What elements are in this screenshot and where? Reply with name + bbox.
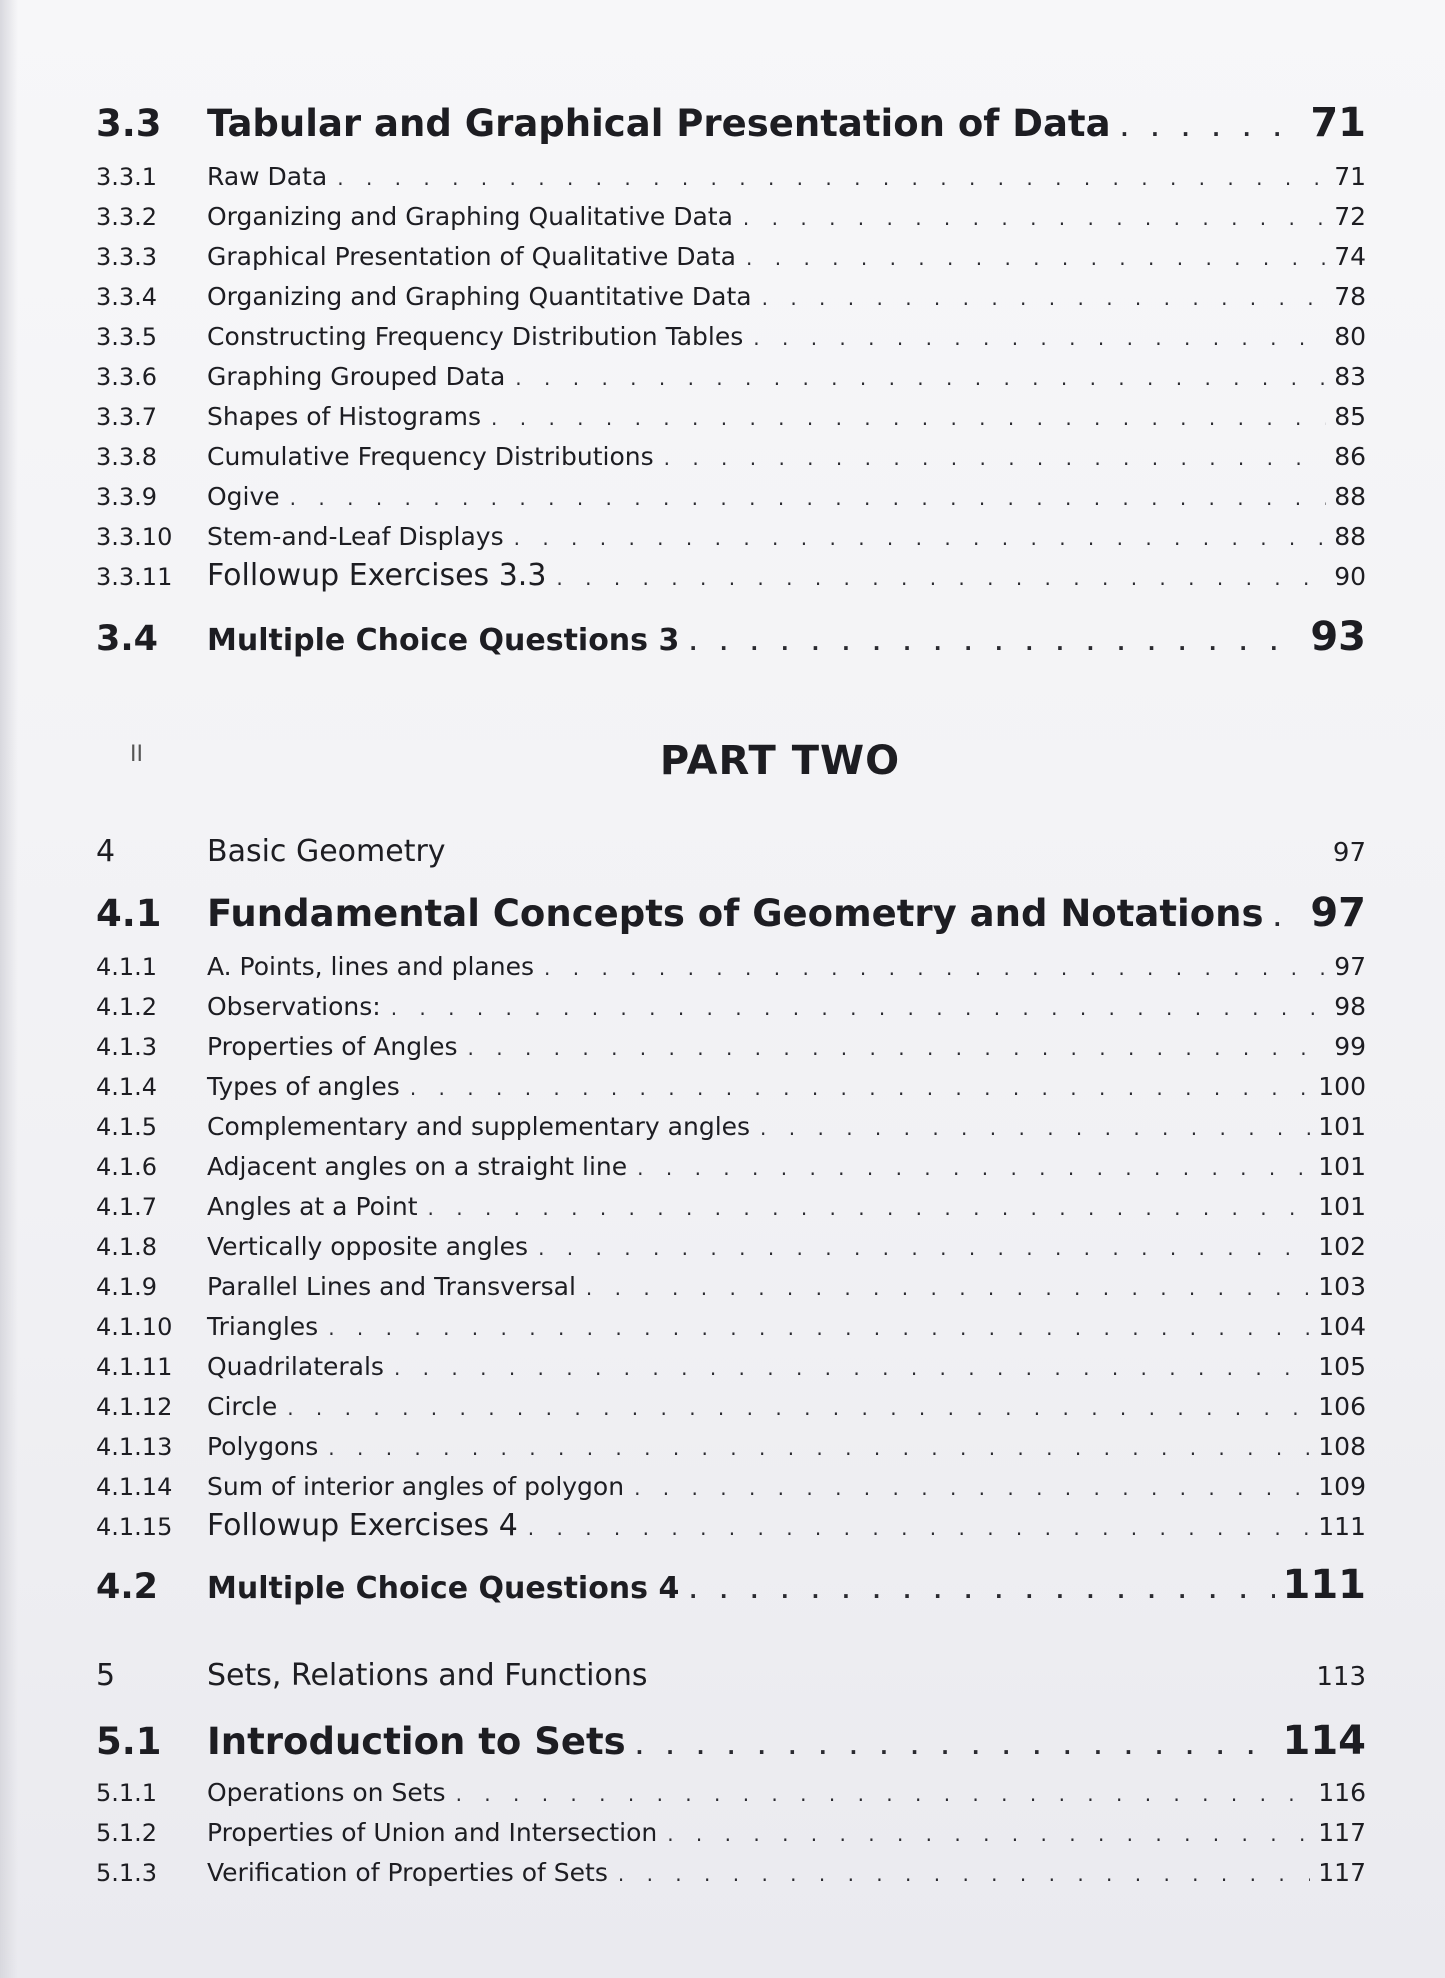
dot-leader bbox=[1121, 117, 1303, 141]
entry-page: 105 bbox=[1318, 1352, 1366, 1381]
toc-entry-subsection[interactable] bbox=[96, 1112, 1366, 1141]
entry-title: Tabular and Graphical Presentation of Data bbox=[207, 102, 1111, 145]
dot-leader bbox=[753, 326, 1326, 350]
entry-number: 5.1.3 bbox=[96, 1859, 158, 1887]
entry-title: Complementary and supplementary angles bbox=[207, 1112, 751, 1141]
entry-page: 101 bbox=[1318, 1112, 1366, 1141]
entry-number: 4.1.9 bbox=[96, 1273, 158, 1301]
toc-entry-subsection[interactable] bbox=[96, 1818, 1366, 1847]
entry-number: 4.2 bbox=[96, 1567, 159, 1607]
dot-leader bbox=[667, 1822, 1310, 1846]
toc-entry-chapter[interactable] bbox=[96, 1658, 1366, 1693]
toc-entry-subsection[interactable] bbox=[96, 1152, 1366, 1181]
entry-page: 106 bbox=[1318, 1392, 1366, 1421]
entry-title: Introduction to Sets bbox=[207, 1720, 626, 1763]
toc-entry-subsection[interactable] bbox=[96, 1778, 1366, 1807]
dot-leader bbox=[468, 1036, 1327, 1060]
entry-number: 4.1.2 bbox=[96, 993, 158, 1021]
toc-entry-subsection[interactable] bbox=[96, 1312, 1366, 1341]
dot-leader bbox=[538, 1236, 1310, 1260]
toc-entry-section[interactable] bbox=[96, 1718, 1366, 1764]
entry-page: 90 bbox=[1334, 562, 1366, 591]
toc-entry-subsection[interactable] bbox=[96, 558, 1366, 593]
entry-title: Followup Exercises 3.3 bbox=[207, 558, 547, 593]
entry-number: 3.3.3 bbox=[96, 243, 158, 271]
entry-page: 114 bbox=[1282, 1718, 1366, 1764]
toc-entry-subsection[interactable] bbox=[96, 162, 1366, 191]
entry-page: 98 bbox=[1334, 992, 1366, 1021]
toc-entry-subsection[interactable] bbox=[96, 1472, 1366, 1501]
entry-page: 93 bbox=[1310, 614, 1366, 660]
entry-number: 3.3.10 bbox=[96, 523, 173, 551]
dot-leader bbox=[328, 1316, 1310, 1340]
toc-entry-subsection[interactable] bbox=[96, 1432, 1366, 1461]
entry-title: Basic Geometry bbox=[207, 834, 446, 869]
page-gutter-shadow bbox=[0, 0, 18, 1978]
dot-leader bbox=[743, 206, 1326, 230]
entry-page: 117 bbox=[1318, 1818, 1366, 1847]
entry-title: Circle bbox=[207, 1392, 278, 1421]
entry-number: 3.3.9 bbox=[96, 483, 158, 511]
dot-leader bbox=[528, 1516, 1311, 1540]
entry-page: 116 bbox=[1318, 1778, 1366, 1807]
dot-leader bbox=[290, 486, 1327, 510]
entry-page: 85 bbox=[1334, 402, 1366, 431]
toc-entry-subsection[interactable] bbox=[96, 442, 1366, 471]
entry-page: 100 bbox=[1318, 1072, 1366, 1101]
part-title: PART TWO bbox=[659, 738, 901, 784]
entry-number: 4.1.12 bbox=[96, 1393, 173, 1421]
entry-title: Followup Exercises 4 bbox=[207, 1508, 518, 1543]
entry-title: Stem-and-Leaf Displays bbox=[207, 522, 504, 551]
entry-page: 83 bbox=[1334, 362, 1366, 391]
toc-entry-subsection[interactable] bbox=[96, 1352, 1366, 1381]
dot-leader bbox=[287, 1396, 1310, 1420]
dot-leader bbox=[618, 1862, 1310, 1886]
entry-number: 4.1.14 bbox=[96, 1473, 173, 1501]
entry-page: 97 bbox=[1310, 890, 1366, 936]
toc-entry-section[interactable] bbox=[96, 614, 1366, 660]
entry-page: 99 bbox=[1334, 1032, 1366, 1061]
entry-page: 113 bbox=[1316, 1662, 1366, 1692]
toc-entry-subsection[interactable] bbox=[96, 282, 1366, 311]
entry-number: 4.1.4 bbox=[96, 1073, 158, 1101]
toc-entry-section[interactable] bbox=[96, 100, 1366, 146]
entry-title: Angles at a Point bbox=[207, 1192, 418, 1221]
entry-number: 4.1.11 bbox=[96, 1353, 173, 1381]
toc-entry-subsection[interactable] bbox=[96, 242, 1366, 271]
toc-entry-subsection[interactable] bbox=[96, 1192, 1366, 1221]
entry-number: 4.1.5 bbox=[96, 1113, 158, 1141]
entry-page: 74 bbox=[1334, 242, 1366, 271]
entry-page: 71 bbox=[1310, 100, 1366, 146]
entry-title: Sets, Relations and Functions bbox=[207, 1658, 648, 1693]
dot-leader bbox=[556, 566, 1326, 590]
entry-page: 97 bbox=[1332, 838, 1366, 868]
entry-title: Types of angles bbox=[207, 1072, 400, 1101]
entry-number: 4.1 bbox=[96, 892, 162, 935]
toc-entry-subsection[interactable] bbox=[96, 482, 1366, 511]
entry-number: 4 bbox=[96, 834, 116, 869]
dot-leader bbox=[391, 996, 1327, 1020]
entry-page: 88 bbox=[1334, 482, 1366, 511]
entry-page: 109 bbox=[1318, 1472, 1366, 1501]
dot-leader bbox=[762, 286, 1327, 310]
toc-entry-subsection[interactable] bbox=[96, 1508, 1366, 1543]
entry-title: Parallel Lines and Transversal bbox=[207, 1272, 576, 1301]
dot-leader bbox=[664, 446, 1327, 470]
entry-number: 3.3.8 bbox=[96, 443, 158, 471]
entry-title: A. Points, lines and planes bbox=[207, 952, 535, 981]
entry-page: 86 bbox=[1334, 442, 1366, 471]
dot-leader bbox=[689, 631, 1302, 655]
entry-title: Triangles bbox=[207, 1312, 319, 1341]
entry-title: Graphical Presentation of Qualitative Data bbox=[207, 242, 737, 271]
entry-page: 78 bbox=[1334, 282, 1366, 311]
dot-leader bbox=[760, 1116, 1310, 1140]
entry-number: 5.1.1 bbox=[96, 1779, 158, 1807]
entry-number: 3.3 bbox=[96, 102, 162, 145]
entry-title: Sum of interior angles of polygon bbox=[207, 1472, 625, 1501]
entry-page: 111 bbox=[1318, 1512, 1366, 1541]
entry-number: 4.1.6 bbox=[96, 1153, 158, 1181]
entry-page: 111 bbox=[1282, 1562, 1366, 1608]
entry-title: Quadrilaterals bbox=[207, 1352, 384, 1381]
entry-title: Vertically opposite angles bbox=[207, 1232, 529, 1261]
dot-leader bbox=[394, 1356, 1310, 1380]
entry-number: 3.3.5 bbox=[96, 323, 158, 351]
toc-entry-chapter[interactable] bbox=[96, 834, 1366, 869]
dot-leader bbox=[586, 1276, 1310, 1300]
entry-number: 4.1.1 bbox=[96, 953, 158, 981]
entry-number: 4.1.13 bbox=[96, 1433, 173, 1461]
dot-leader bbox=[746, 246, 1326, 270]
dot-leader bbox=[1274, 907, 1303, 931]
dot-leader bbox=[514, 526, 1327, 550]
toc-entry-subsection[interactable] bbox=[96, 1392, 1366, 1421]
entry-number: 3.3.1 bbox=[96, 163, 158, 191]
dot-leader bbox=[636, 1735, 1275, 1759]
dot-leader bbox=[637, 1156, 1310, 1180]
dot-leader bbox=[456, 1782, 1311, 1806]
entry-title: Properties of Angles bbox=[207, 1032, 458, 1061]
entry-number: 3.3.7 bbox=[96, 403, 158, 431]
entry-title: Raw Data bbox=[207, 162, 328, 191]
toc-entry-subsection[interactable] bbox=[96, 1858, 1366, 1887]
toc-entry-subsection[interactable] bbox=[96, 202, 1366, 231]
entry-title: Properties of Union and Intersection bbox=[207, 1818, 658, 1847]
toc-entry-subsection[interactable] bbox=[96, 1232, 1366, 1261]
toc-entry-subsection[interactable] bbox=[96, 322, 1366, 351]
entry-page: 71 bbox=[1334, 162, 1366, 191]
entry-page: 101 bbox=[1318, 1192, 1366, 1221]
dot-leader bbox=[337, 166, 1326, 190]
entry-number: 3.3.4 bbox=[96, 283, 158, 311]
entry-title: Organizing and Graphing Quantitative Data bbox=[207, 282, 752, 311]
toc-entry-subsection[interactable] bbox=[96, 1272, 1366, 1301]
entry-title: Graphing Grouped Data bbox=[207, 362, 506, 391]
dot-leader bbox=[328, 1436, 1310, 1460]
entry-number: 3.3.6 bbox=[96, 363, 158, 391]
entry-title: Observations: bbox=[207, 992, 381, 1021]
entry-page: 80 bbox=[1334, 322, 1366, 351]
toc-entry-section[interactable] bbox=[96, 890, 1366, 936]
toc-entry-subsection[interactable] bbox=[96, 1032, 1366, 1061]
entry-page: 101 bbox=[1318, 1152, 1366, 1181]
entry-page: 72 bbox=[1334, 202, 1366, 231]
toc-entry-subsection[interactable] bbox=[96, 992, 1366, 1021]
entry-title: Operations on Sets bbox=[207, 1778, 446, 1807]
entry-page: 108 bbox=[1318, 1432, 1366, 1461]
entry-number: 5.1.2 bbox=[96, 1819, 158, 1847]
entry-number: 4.1.15 bbox=[96, 1513, 173, 1541]
entry-page: 103 bbox=[1318, 1272, 1366, 1301]
toc-entry-subsection[interactable] bbox=[96, 952, 1366, 981]
entry-page: 88 bbox=[1334, 522, 1366, 551]
entry-page: 97 bbox=[1334, 952, 1366, 981]
entry-number: 5 bbox=[96, 1658, 116, 1693]
entry-number: 4.1.7 bbox=[96, 1193, 158, 1221]
toc-entry-subsection[interactable] bbox=[96, 362, 1366, 391]
toc-entry-subsection[interactable] bbox=[96, 522, 1366, 551]
entry-number: 3.3.11 bbox=[96, 563, 173, 591]
entry-title: Multiple Choice Questions 3 bbox=[207, 623, 680, 658]
toc-entry-subsection[interactable] bbox=[96, 1072, 1366, 1101]
entry-page: 102 bbox=[1318, 1232, 1366, 1261]
dot-leader bbox=[515, 366, 1326, 390]
entry-title: Ogive bbox=[207, 482, 280, 511]
dot-leader bbox=[491, 406, 1326, 430]
dot-leader bbox=[410, 1076, 1310, 1100]
entry-number: 5.1 bbox=[96, 1720, 162, 1763]
entry-title: Verification of Properties of Sets bbox=[207, 1858, 608, 1887]
entry-title: Shapes of Histograms bbox=[207, 402, 482, 431]
entry-title: Organizing and Graphing Qualitative Data bbox=[207, 202, 733, 231]
toc-entry-subsection[interactable] bbox=[96, 402, 1366, 431]
dot-leader bbox=[634, 1476, 1310, 1500]
toc-entry-section[interactable] bbox=[96, 1562, 1366, 1608]
entry-title: Fundamental Concepts of Geometry and Notations bbox=[207, 892, 1264, 935]
entry-number: 3.3.2 bbox=[96, 203, 158, 231]
dot-leader bbox=[544, 956, 1326, 980]
dot-leader bbox=[689, 1579, 1274, 1603]
entry-number: 4.1.10 bbox=[96, 1313, 173, 1341]
entry-title: Cumulative Frequency Distributions bbox=[207, 442, 654, 471]
entry-title: Polygons bbox=[207, 1432, 319, 1461]
part-marker: II bbox=[130, 742, 143, 767]
entry-title: Constructing Frequency Distribution Tables bbox=[207, 322, 744, 351]
entry-number: 3.4 bbox=[96, 619, 159, 659]
dot-leader bbox=[428, 1196, 1311, 1220]
entry-number: 4.1.3 bbox=[96, 1033, 158, 1061]
entry-title: Adjacent angles on a straight line bbox=[207, 1152, 628, 1181]
entry-page: 117 bbox=[1318, 1858, 1366, 1887]
entry-number: 4.1.8 bbox=[96, 1233, 158, 1261]
entry-page: 104 bbox=[1318, 1312, 1366, 1341]
entry-title: Multiple Choice Questions 4 bbox=[207, 1571, 680, 1606]
